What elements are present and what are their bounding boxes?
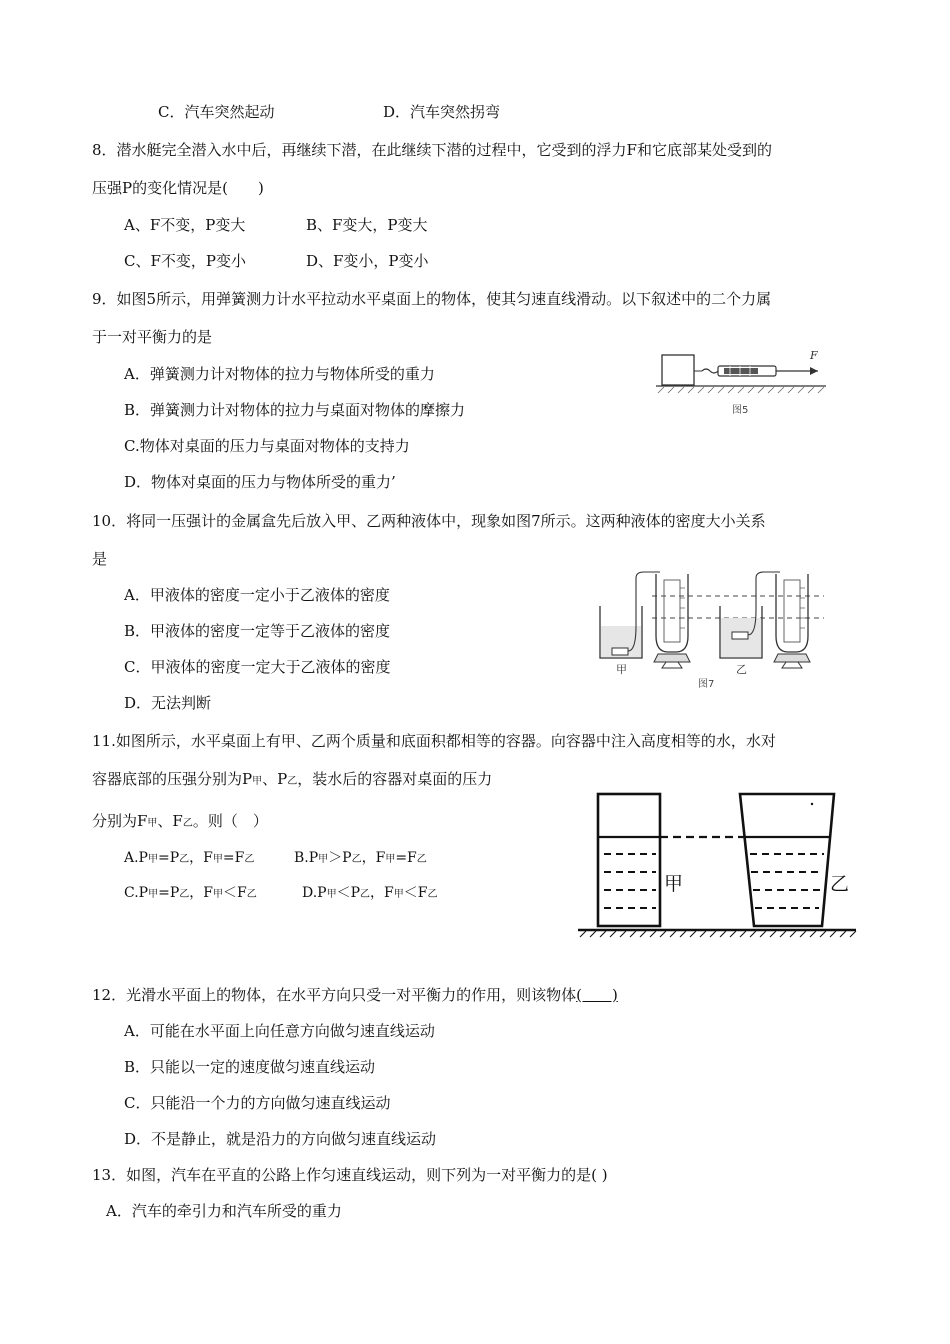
beaker-right-label: 乙 (736, 663, 747, 676)
beaker-left-label: 甲 (616, 663, 627, 676)
q10-option-b: B．甲液体的密度一定等于乙液体的密度 (124, 622, 391, 640)
answer-blank: ( ) (576, 986, 618, 1004)
container-jia-label: 甲 (664, 873, 684, 895)
q9-option-b: B．弹簧测力计对物体的拉力与桌面对物体的摩擦力 (124, 401, 466, 419)
u-tube-right (776, 574, 808, 652)
q10-stem-line2: 是 (92, 550, 108, 568)
q13-option-a: A．汽车的牵引力和汽车所受的重力 (106, 1202, 342, 1220)
q12-option-c: C．只能沿一个力的方向做匀速直线运动 (124, 1094, 391, 1112)
q12-option-b: B．只能以一定的速度做匀速直线运动 (124, 1058, 376, 1076)
q11-stem-line3: 分别为F甲、F乙。则（ ） (92, 812, 268, 830)
q12-stem-line1: 12．光滑水平面上的物体，在水平方向只受一对平衡力的作用，则该物体( ) (92, 986, 618, 1004)
figure-5-spring-scale (650, 345, 830, 420)
q8-option-b: B、F变大，P变大 (306, 216, 428, 234)
q11-option-d: D.P甲＜P乙，F甲＜F乙 (302, 885, 438, 901)
q13-stem-line1: 13．如图，汽车在平直的公路上作匀速直线运动，则下列为一对平衡力的是( ) (92, 1166, 608, 1184)
q11-option-c: C.P甲=P乙，F甲＜F乙 (124, 885, 257, 901)
spring-hook (694, 369, 718, 373)
water-lines-yi (750, 854, 824, 908)
q8-option-c: C、F不变，P变小 (124, 252, 246, 270)
q10-option-a: A．甲液体的密度一定小于乙液体的密度 (124, 586, 390, 604)
q10-option-c: C．甲液体的密度一定大于乙液体的密度 (124, 658, 391, 676)
q11-option-b: B.P甲＞P乙，F甲=F乙 (294, 850, 427, 866)
q11-stem-line2: 容器底部的压强分别为P甲、P乙，装水后的容器对桌面的压力 (92, 770, 493, 788)
q11-stem-line1: 11.如图所示，水平桌面上有甲、乙两个质量和底面积都相等的容器。向容器中注入高度相等的水，水对 (92, 732, 776, 750)
q12-option-d: D．不是静止，就是沿力的方向做匀速直线运动 (124, 1130, 437, 1148)
table-hatching (658, 387, 824, 393)
q10-stem-line1: 10．将同一压强计的金属盒先后放入甲、乙两种液体中，现象如图7所示。这两种液体的密度大小关系 (92, 512, 766, 530)
probe-left (612, 648, 628, 655)
u-tube-left (656, 574, 688, 652)
container-yi (740, 794, 834, 926)
q8-option-a: A、F不变，P变大 (124, 216, 246, 234)
force-label: F (810, 349, 818, 362)
q9-stem-line2: 于一对平衡力的是 (92, 328, 213, 346)
container-yi-label: 乙 (830, 873, 850, 895)
q8-stem-line1: 8．潜水艇完全潜入水中后，再继续下潜，在此继续下潜的过程中，它受到的浮力F和它底部某处受到的 (92, 141, 772, 159)
force-arrow-head (810, 367, 818, 375)
q7-option-c: C．汽车突然起动 (158, 103, 275, 121)
q12-option-a: A．可能在水平面上向任意方向做匀速直线运动 (124, 1022, 435, 1040)
figure-containers (574, 786, 859, 940)
table-hatching (580, 931, 856, 937)
q10-option-d: D．无法判断 (124, 694, 212, 712)
container-jia (598, 794, 660, 926)
probe-right (732, 632, 748, 639)
block-object (662, 355, 694, 385)
figure-7-caption: 图7 (698, 679, 715, 690)
figure-5-caption: 图5 (732, 405, 749, 416)
q8-option-d: D、F变小，P变小 (306, 252, 429, 270)
q11-option-a: A.P甲=P乙，F甲=F乙 (124, 850, 255, 866)
spring-scale-core (724, 368, 758, 374)
q9-stem-line1: 9．如图5所示，用弹簧测力计水平拉动水平桌面上的物体，使其匀速直线滑动。以下叙述中的二个力属 (92, 290, 772, 308)
figure-7-pressure-gauge (592, 566, 832, 692)
q7-option-d: D．汽车突然拐弯 (383, 103, 501, 121)
q9-option-a: A．弹簧测力计对物体的拉力与物体所受的重力 (124, 365, 435, 383)
q9-option-d: D．物体对桌面的压力与物体所受的重力’ (124, 473, 396, 491)
q9-option-c: C.物体对桌面的压力与桌面对物体的支持力 (124, 437, 410, 455)
q8-stem-line2: 压强P的变化情况是( ) (92, 179, 264, 197)
water-lines-jia (604, 854, 656, 908)
